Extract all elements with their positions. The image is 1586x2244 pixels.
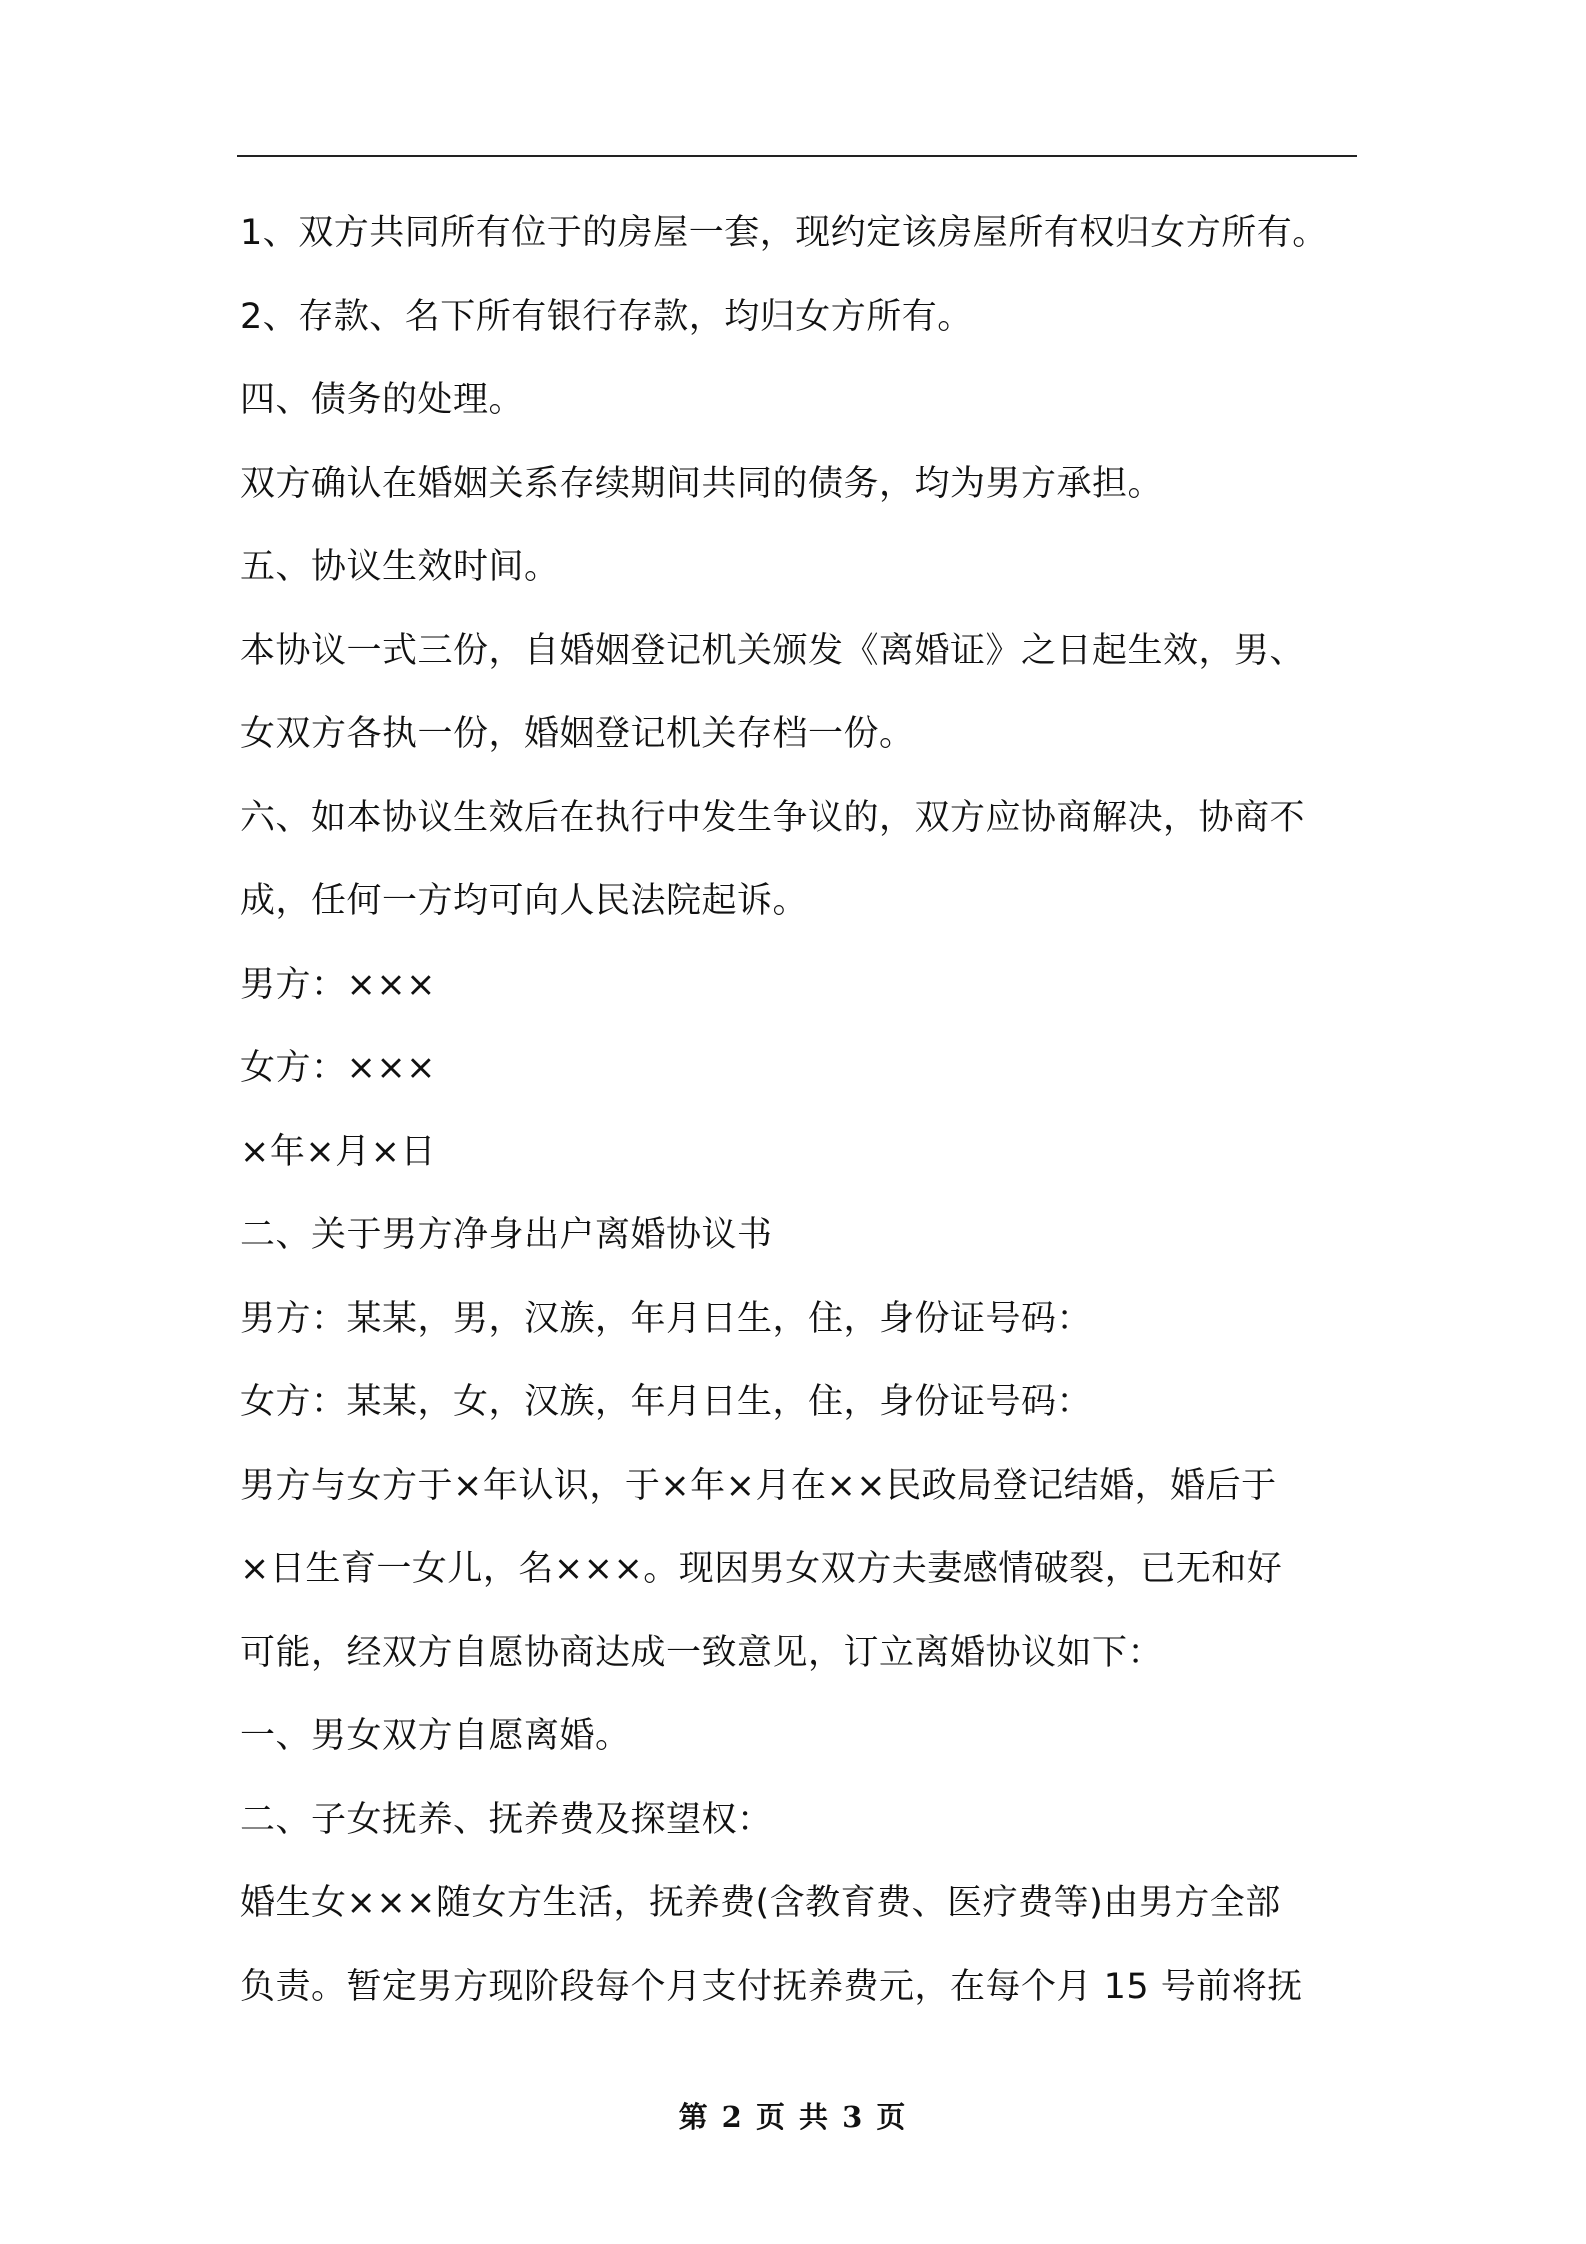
party-male: 男方：某某，男，汉族，年月日生，住，身份证号码： [240,1298,1093,1339]
page-number: 第 2 页 共 3 页 [678,2100,908,2134]
section-heading: 四、债务的处理。 [240,380,525,420]
text-line: 六、如本协议生效后在执行中发生争议的，双方应协商解决，协商不 [240,797,1306,838]
text-line: 婚生女×××随女方生活，抚养费(含教育费、医疗费等)由男方全部 [240,1883,1281,1923]
party-female: 女方：某某，女，汉族，年月日生，住，身份证号码： [240,1382,1093,1422]
text-line: 成，任何一方均可向人民法院起诉。 [240,881,809,921]
section-heading: 五、协议生效时间。 [240,547,560,587]
text-line: 本协议一式三份，自婚姻登记机关颁发《离婚证》之日起生效，男、 [240,630,1306,671]
text-line: 双方确认在婚姻关系存续期间共同的债务，均为男方承担。 [240,463,1164,504]
text-line: 男方与女方于×年认识，于×年×月在××民政局登记结婚，婚后于 [240,1465,1277,1506]
header-rule [237,155,1357,157]
text-line: ×日生育一女儿，名×××。现因男女双方夫妻感情破裂，已无和好 [240,1549,1283,1589]
document-title: 二、关于男方净身出户离婚协议书 [240,1215,773,1255]
document-body [240,192,1380,2029]
text-line: 2、存款、名下所有银行存款，均归女方所有。 [240,296,973,337]
text-line: 1、双方共同所有位于的房屋一套，现约定该房屋所有权归女方所有。 [240,213,1328,253]
section-heading: 一、男女双方自愿离婚。 [240,1716,631,1756]
text-line: 可能，经双方自愿协商达成一致意见，订立离婚协议如下： [240,1632,1164,1673]
text-line: 负责。暂定男方现阶段每个月支付抚养费元，在每个月 15 号前将抚 [240,1966,1303,2007]
signature-date: ×年×月×日 [240,1131,436,1172]
signature-male: 男方：××× [240,964,436,1005]
signature-female: 女方：××× [240,1048,436,1088]
section-heading: 二、子女抚养、抚养费及探望权： [240,1799,773,1840]
text-line: 女双方各执一份，婚姻登记机关存档一份。 [240,714,915,754]
